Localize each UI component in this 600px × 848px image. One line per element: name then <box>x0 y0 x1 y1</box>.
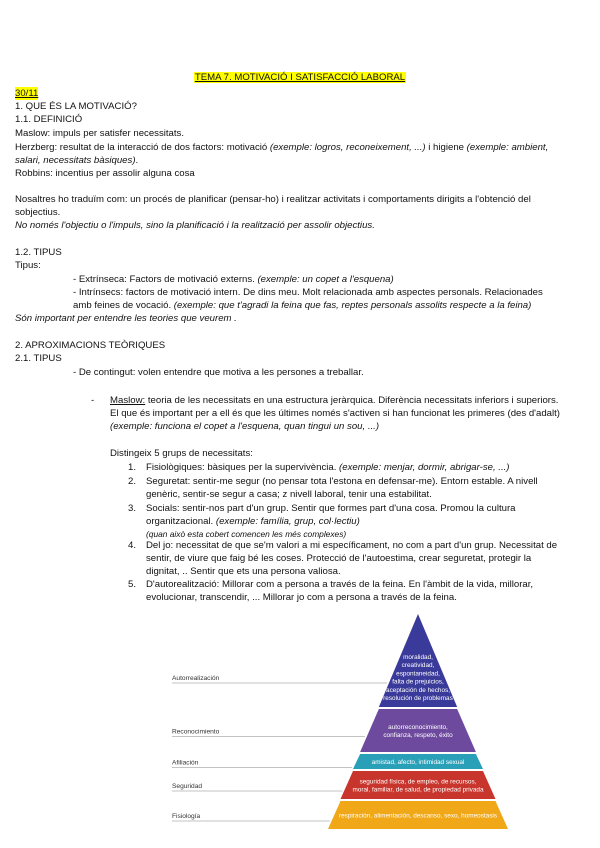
pyramid-level-text: autorreconocimiento, <box>388 723 448 731</box>
pyramid-level-text: aceptación de hechos, <box>386 686 450 694</box>
maslow-theory-cont: El que és important per a ell és que les últimes només s'activen si han funcionat les primeres (des d'adalt) <box>110 408 560 419</box>
pyramid-level-text: falta de prejuicios, <box>392 678 444 686</box>
pyramid-side-label: Afiliación <box>172 759 199 767</box>
pyramid-side-label: Seguridad <box>172 783 203 790</box>
nosaltres-italic: No només l'objectiu o l'impuls, sino la planificació i la realització per assolir objectius. <box>15 220 375 231</box>
need-text-line: Socials: sentir-nos part d'un grup. Sentir que formes part d'una cosa. Promou la cultura <box>146 503 516 514</box>
pyramid-side-label: Fisiología <box>172 813 201 820</box>
need-text-line: sentir, de viure que faig bé les coses. Protecció de l'autoestima, crear seguretat, protegir la <box>146 553 532 564</box>
pyramid-level-text: resolución de problemas <box>383 695 453 702</box>
subsection-definicio: 1.1. DEFINICIÓ <box>15 114 83 125</box>
nosaltres-paragraph: Nosaltres ho traduïm com: un procés de planificar (pensar-ho) i realitzar activitats i comportaments dirigits a l'obtenció del <box>15 194 531 205</box>
maslow-dash: - <box>91 395 95 406</box>
pyramid-level-text: confianza, respeto, éxito <box>383 732 453 740</box>
need-text-line: dignitat, .. Sentir que ets una persona valiosa. <box>146 566 341 577</box>
maslow-definition: Maslow: impuls per satisfer necessitats. <box>15 128 185 139</box>
need-text-line: Fisiològiques: bàsiques per la supervivència. (exemple: menjar, dormir, abrigar-se, ...) <box>146 462 510 473</box>
herzberg-definition-cont: salari, necessitats bàsiques). <box>15 155 139 166</box>
maslow-example: (exemple: funciona el copet a l'esquena, quan tingui un sou, ...) <box>110 421 380 432</box>
need-number: 3. <box>128 503 137 514</box>
extrinseca-item: - Extrínseca: Factors de motivació externs. (exemple: un copet a l'esquena) <box>73 274 394 285</box>
document-title: TEMA 7. MOTIVACIÓ I SATISFACCIÓ LABORAL <box>194 72 406 83</box>
need-text-line: (quan això esta cobert comencen les més complexes) <box>146 529 347 539</box>
son-important-note: Són important per entendre les teories que veurem . <box>15 313 237 324</box>
section-heading-1: 1. QUE ÉS LA MOTIVACIÓ? <box>15 101 137 112</box>
nosaltres-paragraph-cont: sobjectius. <box>15 207 61 218</box>
pyramid-level-text: amistad, afecto, intimidad sexual <box>371 759 465 766</box>
robbins-definition: Robbins: incentius per assolir alguna cosa <box>15 168 195 179</box>
date-label: 30/11 <box>15 88 39 99</box>
pyramid-level-text: creatividad, <box>401 662 435 670</box>
pyramid-level-text: seguridad física, de empleo, de recursos, <box>359 778 477 786</box>
maslow-pyramid <box>160 612 510 834</box>
contingut-item: - De contingut: volen entendre que motiva a les persones a treballar. <box>73 367 364 378</box>
need-number: 2. <box>128 476 137 487</box>
maslow-theory: Maslow: teoria de les necessitats en una estructura jeràrquica. Diferència necessitats inferiors i superiors. <box>110 395 559 406</box>
need-number: 4. <box>128 540 137 551</box>
need-text-line: Del jo: necessitat de que se'm valori a mi específicament, no com a part d'un grup. Necessitat de <box>146 540 558 551</box>
subsection-tipus: 1.2. TIPUS <box>15 247 62 258</box>
need-number: 1. <box>128 462 137 473</box>
intrinsecs-item-cont: amb feines de vocació. (exemple: que t'agradi la feina que fas, reptes personals assolits respecte a la feina) <box>73 300 532 311</box>
need-text-line: genèric, sentir-se segur a casa; z nivell laboral, tenir una estabilitat. <box>146 489 432 500</box>
subsection-tipus-2: 2.1. TIPUS <box>15 353 62 364</box>
pyramid-level-text: moralidad, <box>403 654 433 661</box>
pyramid-level-text: moral, familiar, de salud, de propiedad privada <box>352 786 484 794</box>
pyramid-level-text: espontaneidad, <box>396 670 440 678</box>
distingeix-label: Distingeix 5 grups de necessitats: <box>110 448 253 459</box>
need-text-line: organitzacional. (exemple: família, grup, col·lectiu) <box>146 516 360 527</box>
herzberg-definition: Herzberg: resultat de la interacció de dos factors: motivació (exemple: logros, reconeixement, ...) i higiene (exemple: ambient, <box>15 142 549 153</box>
need-text-line: Seguretat: sentir-me segur (no pensar tota l'estona en defensar-me). Entorn estable. A nivell <box>146 476 538 487</box>
pyramid-level-text: respiración, alimentación, descanso, sexo, homeostasis <box>338 812 498 820</box>
section-heading-2: 2. APROXIMACIONS TEÒRIQUES <box>15 340 166 351</box>
tipus-label: Tipus: <box>15 260 41 271</box>
intrinsecs-item: - Intrínsecs: factors de motivació intern. De dins meu. Molt relacionada amb aspectes personals. Relacionades <box>73 287 543 298</box>
pyramid-side-label: Reconocimiento <box>172 728 220 736</box>
need-number: 5. <box>128 579 137 590</box>
pyramid-side-label: Autorrealización <box>172 675 220 682</box>
need-text-line: evolucionar, transcendir, ... Millorar jo com a persona a través de la feina. <box>146 592 457 603</box>
need-text-line: D'autorealització: Millorar com a persona a través de la feina. En l'àmbit de la vida, millorar, <box>146 579 534 590</box>
